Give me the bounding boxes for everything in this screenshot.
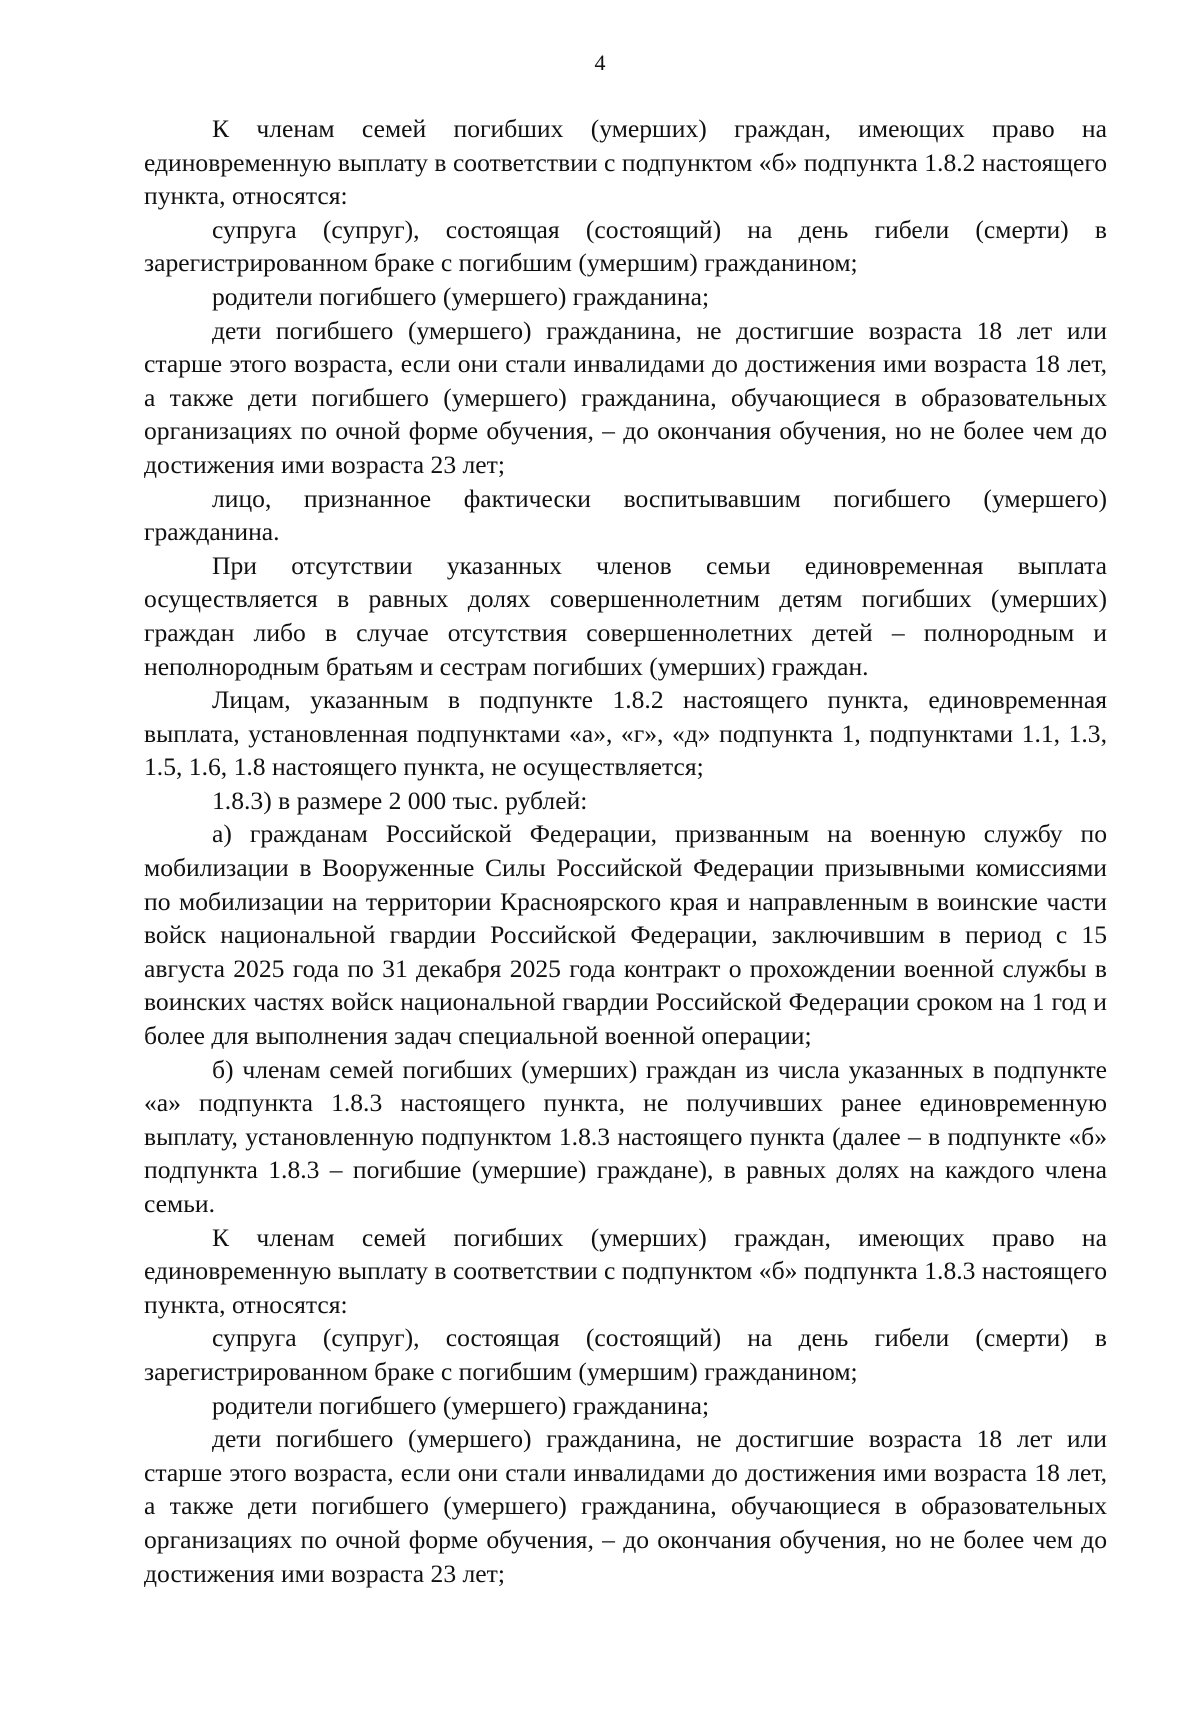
paragraph: При отсутствии указанных членов семьи единовременная выплата осуществляется в равных долях совершеннолетним детям погибших (умерших) граждан либо в случае отсутствия совершеннолетних детей – полнородным и неполнородным братьям и сестрам погибших (умерших) граждан. bbox=[144, 550, 1107, 681]
paragraph: Лицам, указанным в подпункте 1.8.2 настоящего пункта, единовременная выплата, установленная подпунктами «а», «г», «д» подпункта 1, подпунктами 1.1, 1.3, 1.5, 1.6, 1.8 настоящего пункта, не осуществляется; bbox=[144, 685, 1107, 782]
paragraph: лицо, признанное фактически воспитывавшим погибшего (умершего) гражданина. bbox=[144, 483, 1107, 547]
paragraph: супруга (супруг), состоящая (состоящий) на день гибели (смерти) в зарегистрированном браке с погибшим (умершим) гражданином; bbox=[144, 214, 1107, 278]
paragraph: дети погибшего (умершего) гражданина, не достигшие возраста 18 лет или старше этого возраста, если они стали инвалидами до достижения ими возраста 18 лет, а также дети погибшего (умершего) гражданина, обучающиеся в образовательных организациях по очной форме обучения, – до окончания обучения, но не более чем до достижения ими возраста 23 лет; bbox=[144, 315, 1107, 479]
paragraph: родители погибшего (умершего) гражданина; bbox=[212, 281, 710, 311]
page-number: 4 bbox=[594, 50, 606, 75]
paragraph: родители погибшего (умершего) гражданина; bbox=[212, 1390, 710, 1420]
paragraph: а) гражданам Российской Федерации, призванным на военную службу по мобилизации в Вооруженные Силы Российской Федерации призывными комиссиями по мобилизации на территории Красноярского края и направленным в воинские части войск национальной гвардии Российской Федерации, заключившим в период с 15 августа 2025 года по 31 декабря 2025 года контракт о прохождении военной службы в воинских частях войск национальной гвардии Российской Федерации сроком на 1 год и более для выполнения задач специальной военной операции; bbox=[144, 819, 1107, 1051]
paragraph: дети погибшего (умершего) гражданина, не достигшие возраста 18 лет или старше этого возраста, если они стали инвалидами до достижения ими возраста 18 лет, а также дети погибшего (умершего) гражданина, обучающиеся в образовательных организациях по очной форме обучения, – до окончания обучения, но не более чем до достижения ими возраста 23 лет; bbox=[144, 1424, 1107, 1588]
paragraph: супруга (супруг), состоящая (состоящий) на день гибели (смерти) в зарегистрированном браке с погибшим (умершим) гражданином; bbox=[144, 1323, 1107, 1386]
document-body bbox=[144, 112, 1107, 1590]
paragraph: 1.8.3) в размере 2 000 тыс. рублей: bbox=[212, 785, 588, 815]
paragraph: К членам семей погибших (умерших) граждан, имеющих право на единовременную выплату в соответствии с подпунктом «б» подпункта 1.8.2 настоящего пункта, относятся: bbox=[144, 114, 1107, 211]
paragraph: б) членам семей погибших (умерших) граждан из числа указанных в подпункте «а» подпункта 1.8.3 настоящего пункта, не получивших ранее единовременную выплату, установленную подпунктом 1.8.3 настоящего пункта (далее – в подпункте «б» подпункта 1.8.3 – погибшие (умершие) граждане), в равных долях на каждого члена семьи. bbox=[144, 1054, 1107, 1218]
paragraph: К членам семей погибших (умерших) граждан, имеющих право на единовременную выплату в соответствии с подпунктом «б» подпункта 1.8.3 настоящего пункта, относятся: bbox=[144, 1222, 1107, 1319]
